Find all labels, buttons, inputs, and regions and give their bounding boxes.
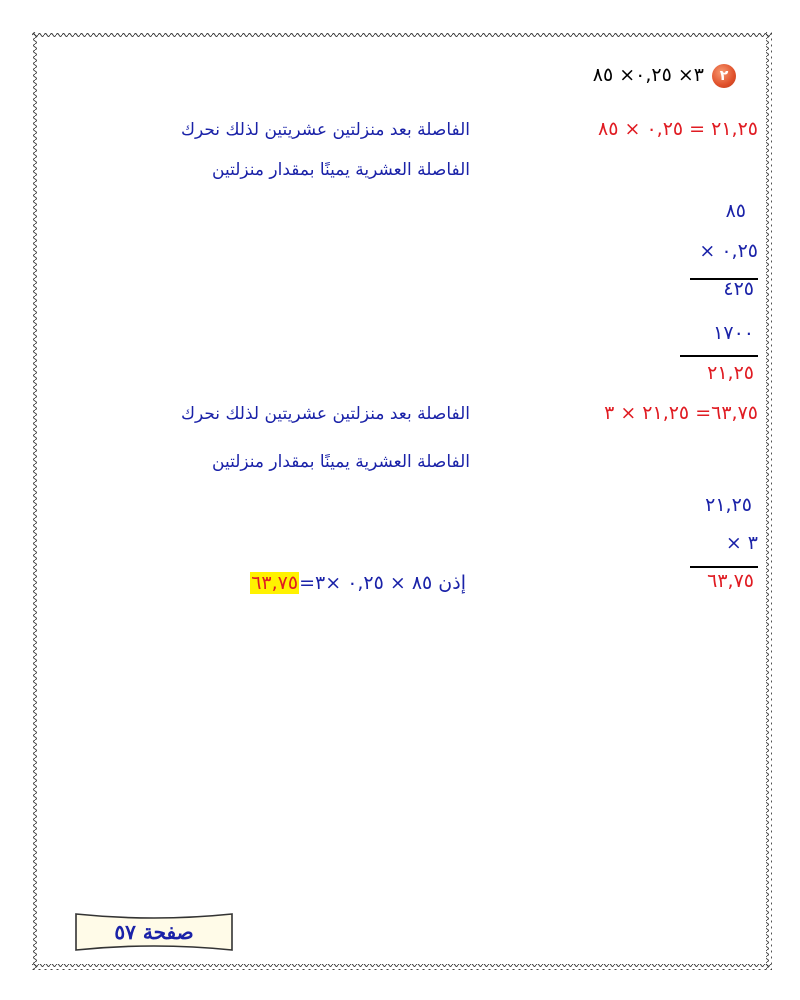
step1-note-line2: الفاصلة العشرية يمينًا بمقدار منزلتين: [212, 160, 470, 180]
conclusion-prefix: إذن ٨٥ × ٠,٢٥ ×٣=: [299, 572, 466, 594]
mult1-partial2: ١٧٠٠: [713, 322, 754, 344]
conclusion-answer: ٦٣,٧٥: [251, 572, 299, 594]
step2-note-line1: الفاصلة بعد منزلتين عشريتين لذلك نحرك: [180, 404, 470, 424]
mult2-multiplier: ٣ ×: [725, 532, 758, 554]
step1-equation-result: ٢١,٢٥: [711, 118, 758, 140]
step1-equation: [598, 118, 758, 140]
conclusion: [250, 572, 466, 594]
mult1-rule2: [680, 355, 758, 357]
step2-equation-result: ٦٣,٧٥: [711, 402, 758, 424]
step2-equation-rest: = ٢١,٢٥ × ٣: [604, 402, 712, 424]
page-label: صفحة ٥٧: [114, 920, 194, 944]
mult2-result: ٦٣,٧٥: [707, 570, 754, 592]
step2-note-line2: الفاصلة العشرية يمينًا بمقدار منزلتين: [212, 452, 470, 472]
mult1-partial1: ٤٢٥: [723, 278, 754, 300]
step1-note-line1: الفاصلة بعد منزلتين عشريتين لذلك نحرك: [180, 120, 470, 140]
step1-equation-rest: = ٠,٢٥ × ٨٥: [598, 118, 712, 140]
mult1-result: ٢١,٢٥: [707, 362, 754, 384]
mult2-top: ٢١,٢٥: [705, 494, 752, 516]
mult1-top: ٨٥: [725, 200, 746, 222]
mult1-multiplier: ٠,٢٥ ×: [699, 240, 758, 262]
mult2-rule: [690, 566, 758, 568]
problem-number-badge: ٢: [712, 64, 736, 88]
problem-expression: ٣× ٠,٢٥× ٨٥: [592, 64, 704, 86]
step2-equation: [604, 402, 758, 424]
